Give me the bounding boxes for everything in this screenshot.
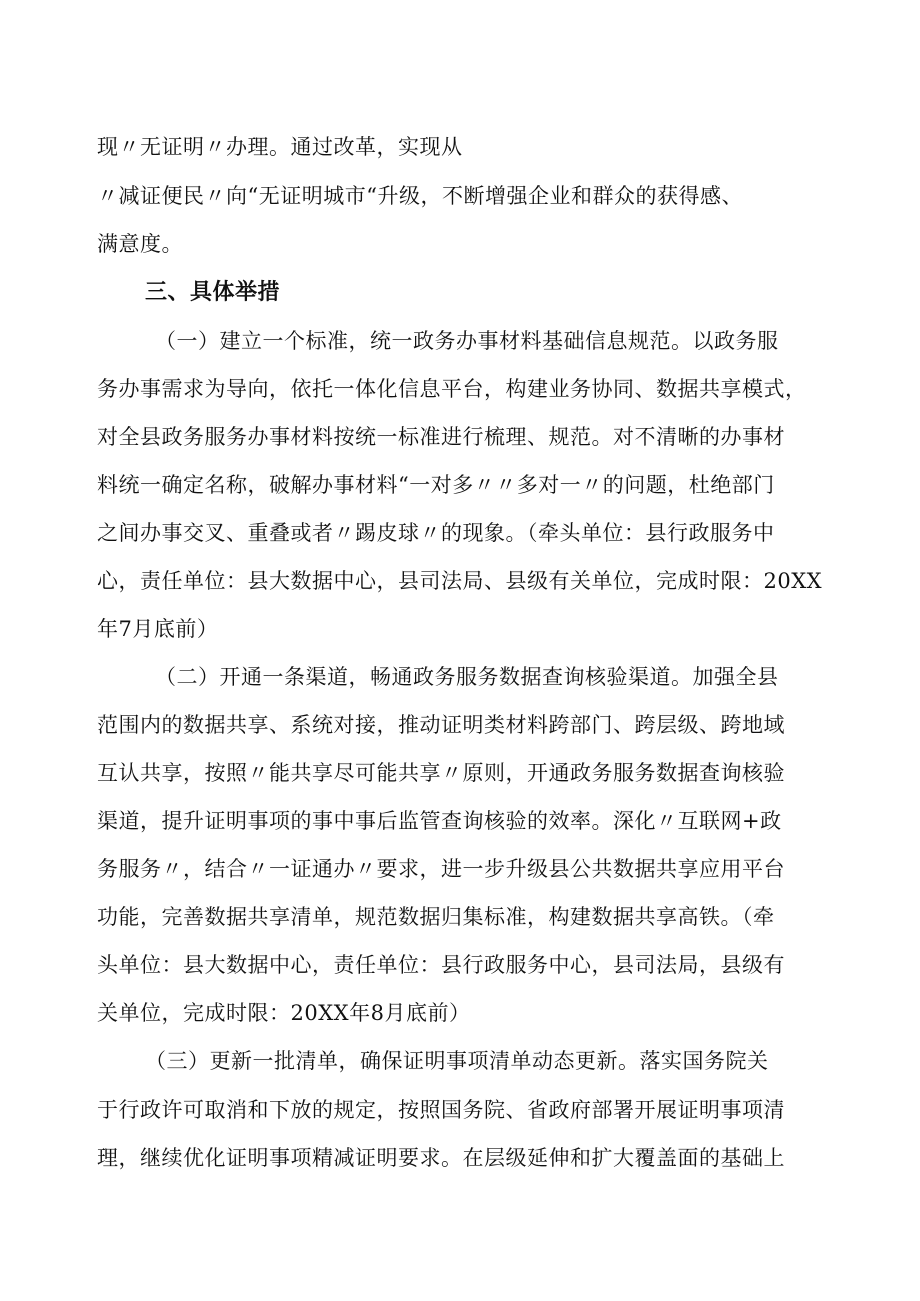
item3-line-3: 理，继续优化证明事项精减证明要求。在层级延伸和扩大覆盖面的基础上: [97, 1146, 785, 1170]
item2-line-5: 务服务〃，结合〃一证通办〃要求，进一步升级县公共数据共享应用平台: [97, 857, 785, 881]
item3-line-2: 于行政许可取消和下放的规定，按照国务院、省政府部署开展证明事项清: [97, 1098, 785, 1122]
intro-line-2: 〃减证便民〃向“无证明城市“升级，不断增强企业和群众的获得感、: [97, 184, 743, 208]
intro-line-1: 现〃无证明〃办理。通过改革，实现从: [97, 135, 463, 159]
item3-line-1: （三）更新一批清单，确保证明事项清单动态更新。落实国务院关: [145, 1049, 769, 1073]
item1-line-1: （一）建立一个标准，统一政务办事材料基础信息规范。以政务服: [155, 329, 779, 353]
item1-line-2: 务办事需求为导向，依托一体化信息平台，构建业务协同、数据共享模式，: [97, 377, 807, 401]
intro-line-3: 满意度。: [97, 232, 183, 256]
item2-line-4: 渠道，提升证明事项的事中事后监管查询核验的效率。深化〃互联网+政: [97, 809, 782, 833]
item2-line-1: （二）开通一条渠道，畅通政务服务数据查询核验渠道。加强全县: [155, 665, 779, 689]
item2-line-6: 功能，完善数据共享清单，规范数据归集标准，构建数据共享高铁。（牵: [97, 905, 775, 929]
item1-line-7: 年7月底前）: [97, 617, 219, 641]
item1-line-3: 对全县政务服务办事材料按统一标准进行梳理、规范。对不清晰的办事材: [97, 425, 785, 449]
section-heading: 三、具体举措: [145, 280, 281, 305]
item1-line-6: 心，责任单位：县大数据中心，县司法局、县级有关单位，完成时限：20XX: [97, 569, 823, 593]
item1-line-4: 料统一确定名称，破解办事材料“一对多〃〃多对一〃的问题，杜绝部门: [97, 473, 775, 497]
item2-line-2: 范围内的数据共享、系统对接，推动证明类材料跨部门、跨层级、跨地域: [97, 713, 785, 737]
item2-line-3: 互认共享，按照〃能共享尽可能共享〃原则，开通政务服务数据查询核验: [97, 761, 785, 785]
item2-line-7: 头单位：县大数据中心，责任单位：县行政服务中心，县司法局，县级有: [97, 953, 785, 977]
item2-line-8: 关单位，完成时限：20XX年8月底前）: [97, 1001, 471, 1025]
item1-line-5: 之间办事交叉、重叠或者〃踢皮球〃的现象。（牵头单位：县行政服务中: [97, 521, 775, 545]
